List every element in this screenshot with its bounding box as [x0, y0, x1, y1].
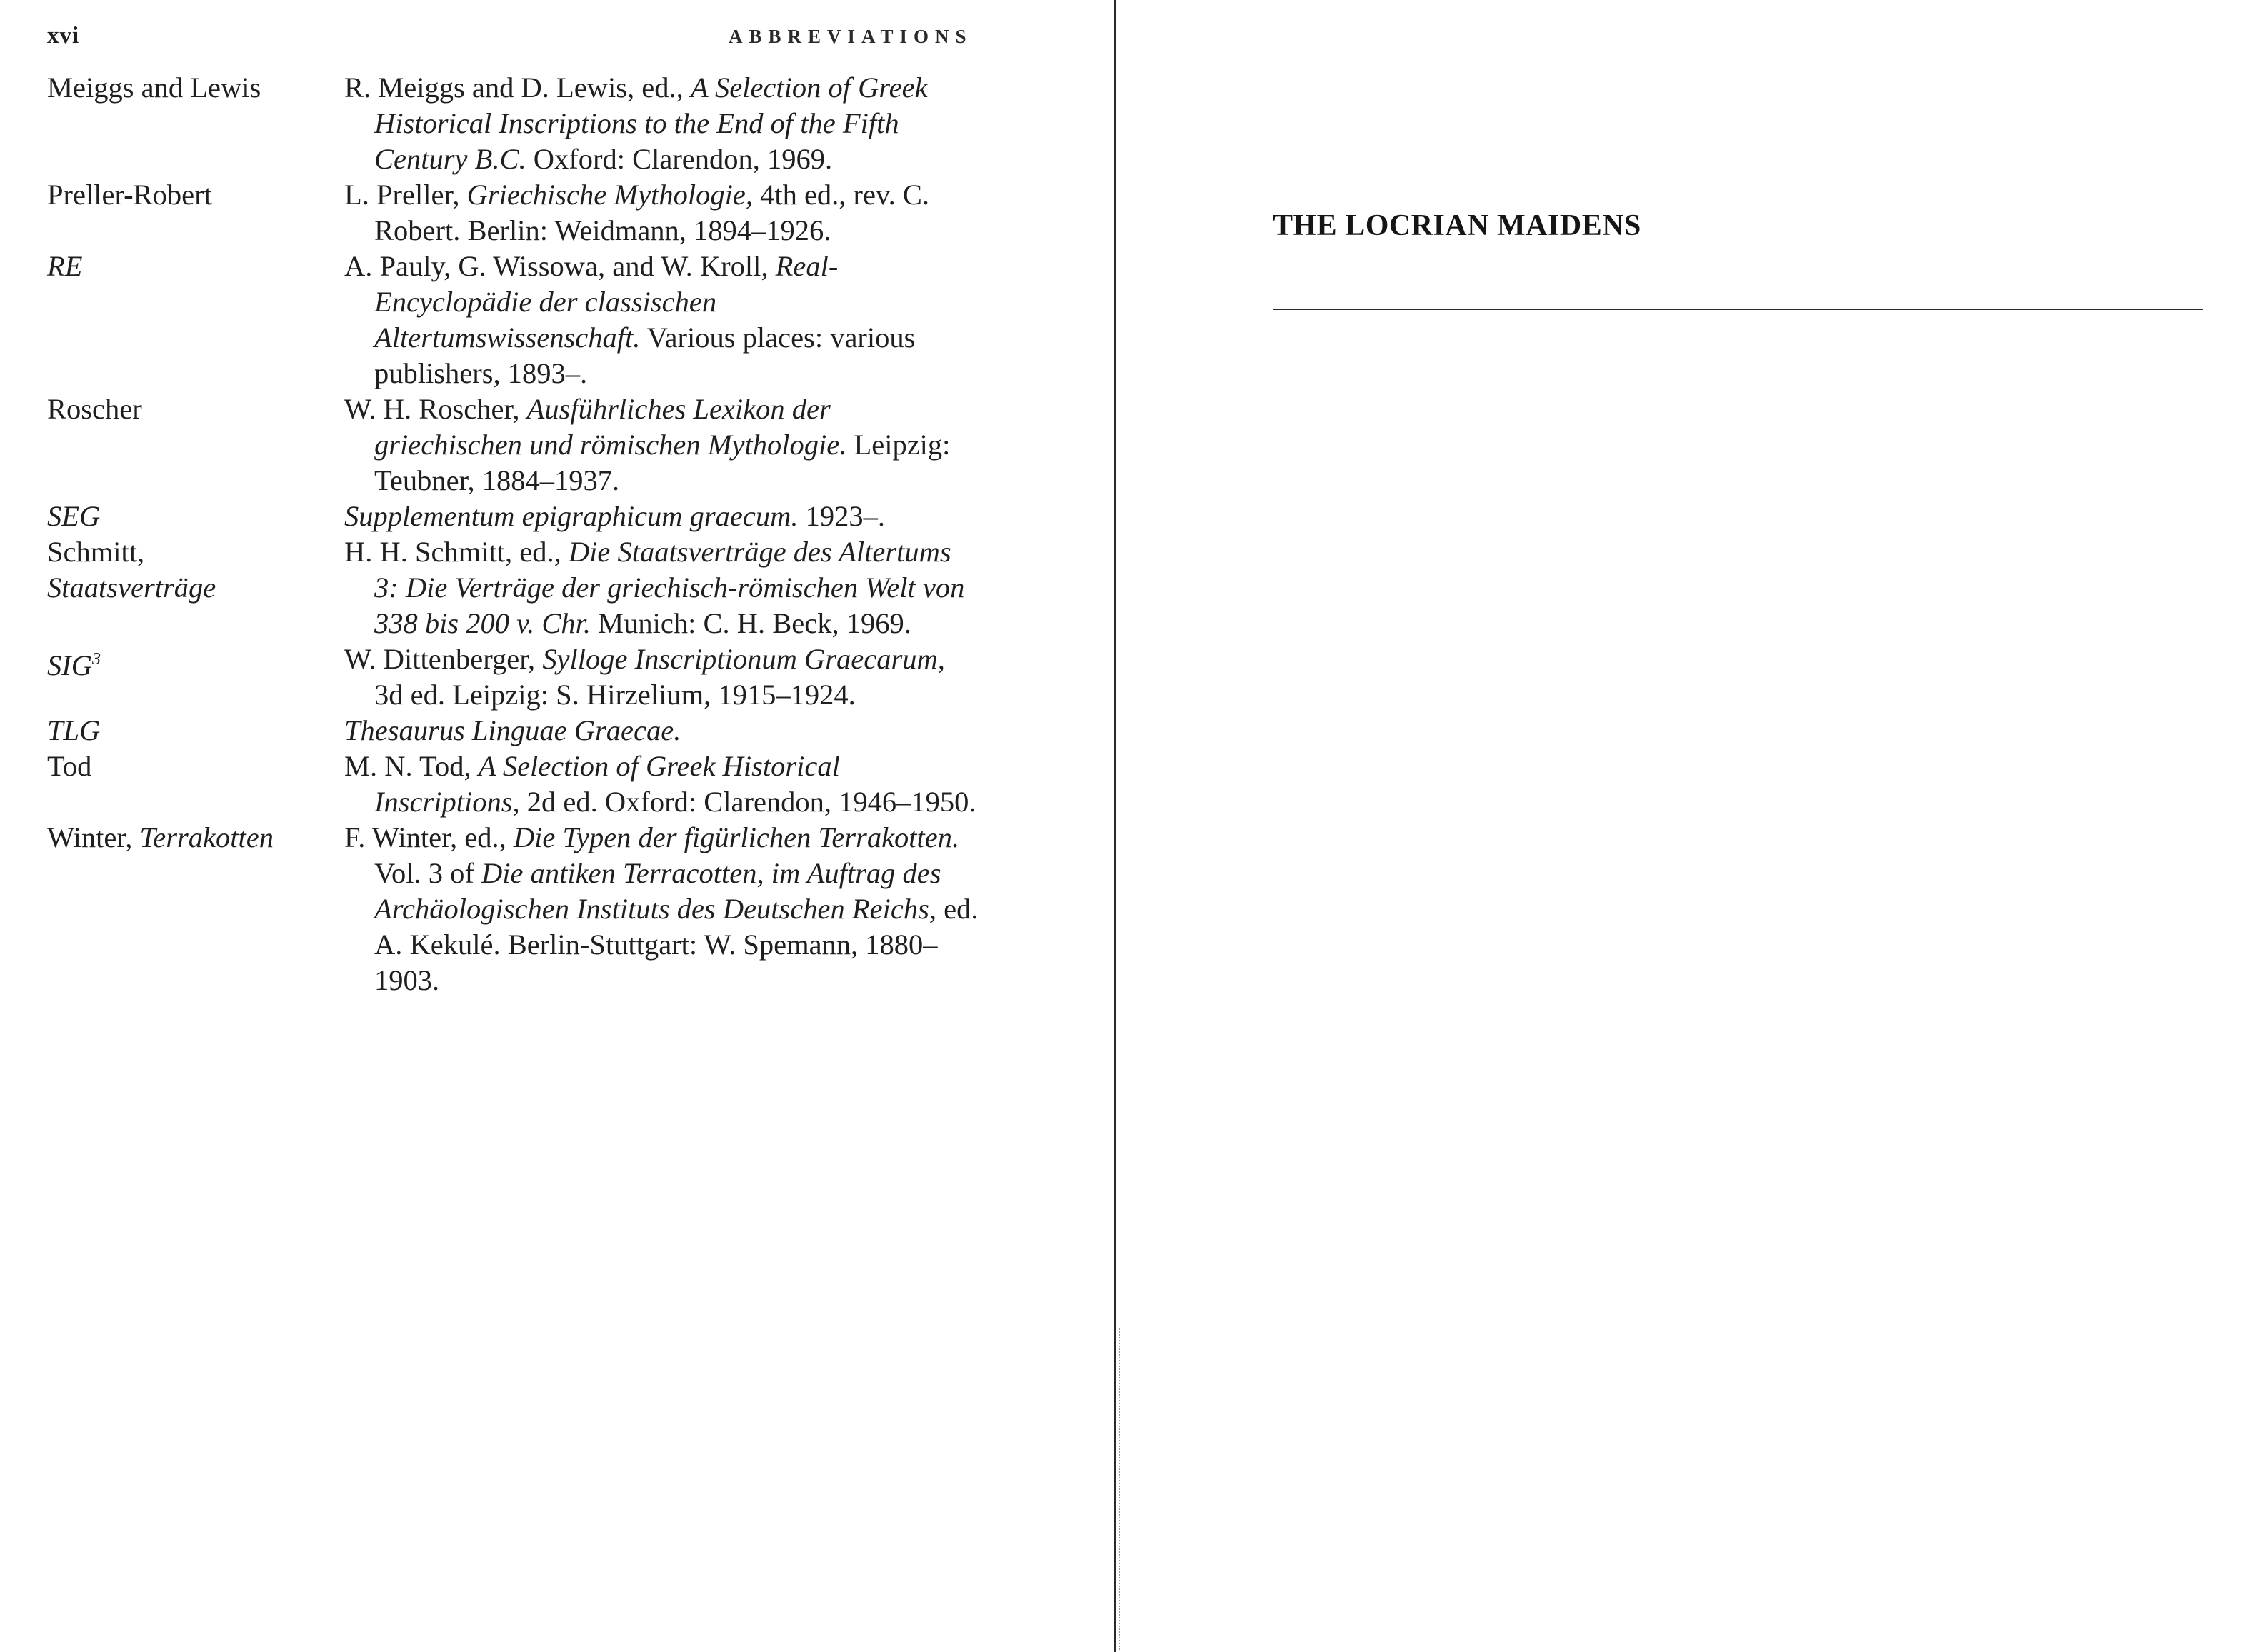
reference-segment: W. H. Roscher,	[344, 393, 527, 425]
term-segment: Tod	[47, 750, 92, 782]
term-segment: Schmitt,	[47, 536, 145, 568]
abbreviation-term	[47, 820, 333, 856]
abbreviation-term	[47, 749, 333, 784]
reference-segment: H. H. Schmitt, ed.,	[344, 536, 569, 568]
term-segment: Meiggs and Lewis	[47, 71, 261, 104]
term-segment: SEG	[47, 500, 101, 532]
term-segment: Roscher	[47, 393, 142, 425]
abbreviation-entry	[44, 713, 980, 749]
reference-segment: M. N. Tod,	[344, 750, 479, 782]
abbreviation-entry	[44, 820, 980, 998]
abbreviation-reference	[344, 820, 980, 998]
term-segment: TLG	[47, 714, 101, 746]
running-head: ABBREVIATIONS	[729, 26, 973, 47]
abbreviation-entry	[44, 641, 980, 713]
abbreviation-term	[47, 713, 333, 749]
term-segment: RE	[47, 250, 83, 282]
reference-segment: A Selection of Greek Historical Inscriptions to the End of the Fifth Century B.C.	[374, 71, 928, 175]
term-segment: 3	[92, 650, 101, 669]
reference-segment: ed. A. Kekulé. Berlin-Stuttgart: W. Spemann, 1880–1903.	[374, 893, 979, 996]
term-segment: SIG	[47, 649, 92, 681]
abbreviation-entry	[44, 534, 980, 641]
abbreviation-term	[47, 70, 333, 106]
reference-segment: Die Typen der figürlichen Terrakotten.	[513, 821, 960, 853]
title-rule	[1273, 309, 2203, 310]
abbreviation-entry	[44, 70, 980, 177]
term-segment: Staatsverträge	[47, 571, 216, 604]
abbreviation-term	[47, 534, 333, 606]
term-segment: Winter,	[47, 821, 140, 853]
abbreviation-term	[47, 177, 333, 213]
abbreviation-entry	[44, 499, 980, 534]
abbreviation-reference	[344, 749, 980, 820]
reference-segment: Leipzig: Teubner, 1884–1937.	[374, 429, 951, 496]
reference-segment: R. Meiggs and D. Lewis, ed.,	[344, 71, 691, 104]
reference-segment: 1923–.	[798, 500, 886, 532]
right-page	[1125, 0, 2252, 1652]
reference-segment: A. Pauly, G. Wissowa, and W. Kroll,	[344, 250, 776, 282]
abbreviation-entry	[44, 749, 980, 820]
reference-segment: Die antiken Terracotten, im Auftrag des Archäologischen Instituts des Deutschen Reichs,	[374, 857, 941, 925]
abbreviation-reference	[344, 641, 980, 713]
left-page	[0, 0, 1114, 1652]
abbreviation-reference	[344, 713, 980, 749]
abbreviation-reference	[344, 499, 980, 534]
term-segment: Terrakotten	[139, 821, 274, 853]
reference-segment: 3d ed. Leipzig: S. Hirzelium, 1915–1924.	[374, 679, 856, 711]
reference-segment: Ausführliches Lexikon der griechischen und römischen Mythologie.	[374, 393, 847, 461]
page-number: xvi	[47, 23, 80, 49]
abbreviation-term	[47, 249, 333, 284]
reference-segment: 2d ed. Oxford: Clarendon, 1946–1950.	[519, 786, 976, 818]
chapter-title: THE LOCRIAN MAIDENS	[1273, 209, 1641, 242]
book-gutter	[1114, 0, 1116, 1652]
abbreviation-entry	[44, 177, 980, 249]
reference-segment: Sylloge Inscriptionum Graecarum,	[542, 643, 945, 675]
reference-segment: Oxford: Clarendon, 1969.	[526, 143, 833, 175]
abbreviation-reference	[344, 391, 980, 499]
reference-segment: W. Dittenberger,	[344, 643, 543, 675]
reference-segment: Griechische Mythologie,	[466, 179, 753, 211]
abbreviation-reference	[344, 70, 980, 177]
reference-segment: Vol. 3 of	[374, 857, 482, 889]
abbreviation-reference	[344, 534, 980, 641]
term-segment: Preller-Robert	[47, 179, 212, 211]
reference-segment: Munich: C. H. Beck, 1969.	[591, 607, 911, 639]
reference-segment: Thesaurus Linguae Graecae.	[344, 714, 681, 746]
abbreviation-term	[47, 391, 333, 427]
reference-segment: F. Winter, ed.,	[344, 821, 514, 853]
reference-segment: Real-Encyclopädie der classischen Altertumswissenschaft.	[374, 250, 839, 354]
reference-segment: L. Preller,	[344, 179, 467, 211]
gutter-shadow	[1119, 1328, 1120, 1650]
reference-segment: Die Staatsverträge des Altertums 3: Die Verträge der griechisch-römischen Welt von 338 bis 200 v. Chr.	[374, 536, 965, 639]
reference-segment: A Selection of Greek Historical Inscriptions,	[374, 750, 840, 818]
abbreviations-list	[44, 70, 980, 998]
reference-segment: Various places: various publishers, 1893–.	[374, 321, 916, 389]
abbreviation-term	[47, 499, 333, 534]
abbreviation-entry	[44, 391, 980, 499]
reference-segment: 4th ed., rev. C. Robert. Berlin: Weidmann, 1894–1926.	[374, 179, 930, 246]
abbreviation-reference	[344, 177, 980, 249]
abbreviation-term	[47, 641, 333, 684]
abbreviation-entry	[44, 249, 980, 391]
abbreviation-reference	[344, 249, 980, 391]
reference-segment: Supplementum epigraphicum graecum.	[344, 500, 799, 532]
